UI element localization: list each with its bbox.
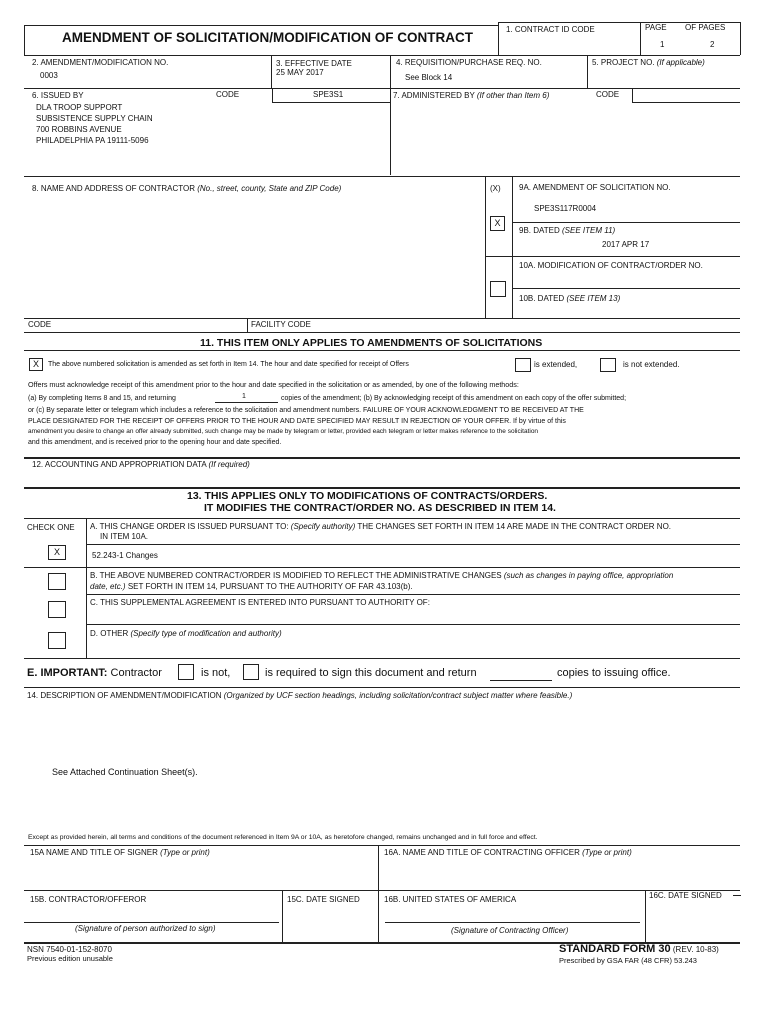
officer-signature-caption: (Signature of Contracting Officer) (451, 926, 569, 935)
previous-edition: Previous edition unusable (27, 954, 113, 963)
section-13a-line-1: A. THIS CHANGE ORDER IS ISSUED PURSUANT TO: (Specify authority) THE CHANGES SET FORTH IN ITEM 14 ARE MADE IN THE CONTRACT ORDER NO. (90, 522, 672, 531)
is-not-label: is not, (201, 667, 231, 679)
checkbox-10a[interactable] (490, 281, 506, 297)
section-11-para-5: amendment you desire to change an offer already submitted, such change may be made by telegram or letter, provided each telegram or letter makes reference to the solicitation (28, 428, 539, 435)
standard-form-title: STANDARD FORM 30 (REV. 10-83) (559, 943, 719, 955)
dated-9b-value: 2017 APR 17 (602, 240, 650, 249)
requisition-value: See Block 14 (405, 73, 453, 82)
requisition-label: 4. REQUISITION/PURCHASE REQ. NO. (396, 58, 542, 67)
contractor-signature-caption: (Signature of person authorized to sign) (75, 924, 216, 933)
checkbox-13d[interactable] (48, 632, 66, 649)
contractor-code-label: CODE (28, 320, 52, 329)
section-13a-line-2: IN ITEM 10A. (100, 532, 149, 541)
section-13a-value: 52.243-1 Changes (92, 551, 158, 560)
section-11-copies: 1 (242, 393, 246, 400)
administered-by-label: 7. ADMINISTERED BY (If other than Item 6) (393, 91, 550, 100)
description-value: See Attached Continuation Sheet(s). (52, 767, 198, 777)
checkbox-13b[interactable] (48, 573, 66, 590)
except-text: Except as provided herein, all terms and conditions of the document referenced in Item 9A or 10A, as heretofore changed, remains unchanged and in full force and effect. (28, 834, 538, 841)
page-number: 1 (660, 40, 665, 49)
accounting-data-label: 12. ACCOUNTING AND APPROPRIATION DATA (If required) (32, 460, 250, 469)
not-extended-label: is not extended. (623, 360, 680, 369)
dated-9b-label: 9B. DATED (SEE ITEM 11) (519, 226, 616, 235)
is-required-label: is required to sign this document and return (265, 667, 477, 679)
checkbox-11-extended[interactable] (515, 358, 531, 372)
administered-by-code-label: CODE (596, 90, 620, 99)
check-one-label: CHECK ONE (27, 523, 75, 532)
section-13d-text: D. OTHER (Specify type of modification and authority) (90, 629, 282, 638)
contractor-date-signed-label: 15C. DATE SIGNED (287, 895, 360, 904)
signer-name-label: 15A NAME AND TITLE OF SIGNER (Type or print) (30, 848, 210, 857)
issued-by-line-3: 700 ROBBINS AVENUE (36, 125, 122, 134)
checkbox-11-not-extended[interactable] (600, 358, 616, 372)
effective-date-value: 25 MAY 2017 (276, 68, 324, 77)
contractor-offeror-label: 15B. CONTRACTOR/OFFEROR (30, 895, 147, 904)
section-13-title-2: IT MODIFIES THE CONTRACT/ORDER NO. AS DESCRIBED IN ITEM 14. (204, 502, 556, 514)
amendment-solicitation-value: SPE3S117R0004 (534, 204, 597, 213)
contracting-officer-name-label: 16A. NAME AND TITLE OF CONTRACTING OFFICER (Type or print) (384, 848, 632, 857)
dated-10b-label: 10B. DATED (SEE ITEM 13) (519, 294, 621, 303)
amendment-no-label: 2. AMENDMENT/MODIFICATION NO. (32, 58, 169, 67)
checkbox-13a[interactable]: X (48, 545, 66, 560)
contract-id-code-label: 1. CONTRACT ID CODE (506, 25, 595, 34)
issued-by-code-value: SPE3S1 (313, 90, 344, 99)
description-label: 14. DESCRIPTION OF AMENDMENT/MODIFICATION (Organized by UCF section headings, including solicitation/contract subject matter where feasible.) (27, 691, 573, 700)
checkbox-11-amended[interactable]: X (29, 358, 43, 371)
prescribed-by: Prescribed by GSA FAR (48 CFR) 53.243 (559, 956, 697, 965)
issued-by-code-label: CODE (216, 90, 240, 99)
section-13c-text: C. THIS SUPPLEMENTAL AGREEMENT IS ENTERED INTO PURSUANT TO AUTHORITY OF: (90, 598, 430, 607)
total-pages: 2 (710, 40, 715, 49)
form-title: AMENDMENT OF SOLICITATION/MODIFICATION OF CONTRACT (62, 30, 473, 45)
effective-date-label: 3. EFFECTIVE DATE (276, 59, 352, 68)
facility-code-label: FACILITY CODE (251, 320, 311, 329)
issued-by-line-2: SUBSISTENCE SUPPLY CHAIN (36, 114, 153, 123)
officer-signature-line[interactable] (385, 922, 640, 923)
united-states-label: 16B. UNITED STATES OF AMERICA (384, 895, 517, 904)
contractor-name-label: 8. NAME AND ADDRESS OF CONTRACTOR (No., street, county, State and ZIP Code) (32, 184, 342, 193)
issued-by-line-1: DLA TROOP SUPPORT (36, 103, 123, 112)
nsn-number: NSN 7540-01-152-8070 (27, 945, 112, 954)
important-row: E. IMPORTANT: Contractor (27, 667, 162, 679)
page-label: PAGE (645, 23, 667, 32)
issued-by-label: 6. ISSUED BY (32, 91, 84, 100)
section-11-para-2a: (a) By completing Items 8 and 15, and returning (28, 395, 176, 402)
project-no-label: 5. PROJECT NO. (If applicable) (592, 58, 705, 67)
checkbox-13c[interactable] (48, 601, 66, 618)
is-extended-label: is extended, (534, 360, 578, 369)
section-11-para-6: and this amendment, and is received prior to the opening hour and date specified. (28, 439, 282, 446)
amendment-no-value: 0003 (40, 71, 58, 80)
officer-date-signed-label: 16C. DATE SIGNED (649, 891, 722, 900)
section-11-para-4: PLACE DESIGNATED FOR THE RECEIPT OF OFFERS PRIOR TO THE HOUR AND DATE SPECIFIED MAY RESULT IN REJECTION OF YOUR OFFER. If by virtue of this (28, 418, 566, 425)
checkbox-is-not[interactable] (178, 664, 194, 680)
of-pages-label: OF PAGES (685, 23, 726, 32)
section-13b-line-1: B. THE ABOVE NUMBERED CONTRACT/ORDER IS MODIFIED TO REFLECT THE ADMINISTRATIVE CHANGES (such as changes in paying office, appropriation (90, 571, 674, 580)
section-13-title-1: 13. THIS APPLIES ONLY TO MODIFICATIONS OF CONTRACTS/ORDERS. (187, 490, 548, 502)
amendment-solicitation-label: 9A. AMENDMENT OF SOLICITATION NO. (519, 183, 671, 192)
section-11-para-2b: copies of the amendment; (b) By acknowledging receipt of this amendment on each copy of the offer submitted; (281, 395, 627, 402)
modification-contract-label: 10A. MODIFICATION OF CONTRACT/ORDER NO. (519, 261, 703, 270)
contractor-signature-line[interactable] (24, 922, 279, 923)
section-11-title: 11. THIS ITEM ONLY APPLIES TO AMENDMENTS OF SOLICITATIONS (200, 337, 543, 349)
copies-label: copies to issuing office. (557, 667, 671, 679)
checkbox-9a[interactable]: X (490, 216, 505, 231)
section-13b-line-2: date, etc.) SET FORTH IN ITEM 14, PURSUANT TO THE AUTHORITY OF FAR 43.103(b). (90, 582, 413, 591)
issued-by-line-4: PHILADELPHIA PA 19111-5096 (36, 136, 149, 145)
section-11-para-1: Offers must acknowledge receipt of this amendment prior to the hour and date specified in the solicitation or as amended, by one of the following methods: (28, 380, 519, 389)
section-11-para-3: or (c) By separate letter or telegram which includes a reference to the solicitation and amendment numbers. FAILURE OF YOUR ACKNOWLEDGMENT TO BE RECEIVED AT THE (28, 407, 584, 414)
section-11-text: The above numbered solicitation is amended as set forth in Item 14. The hour and date specified for receipt of Offers (48, 361, 409, 368)
x-column-header: (X) (490, 184, 501, 193)
checkbox-is-required[interactable] (243, 664, 259, 680)
